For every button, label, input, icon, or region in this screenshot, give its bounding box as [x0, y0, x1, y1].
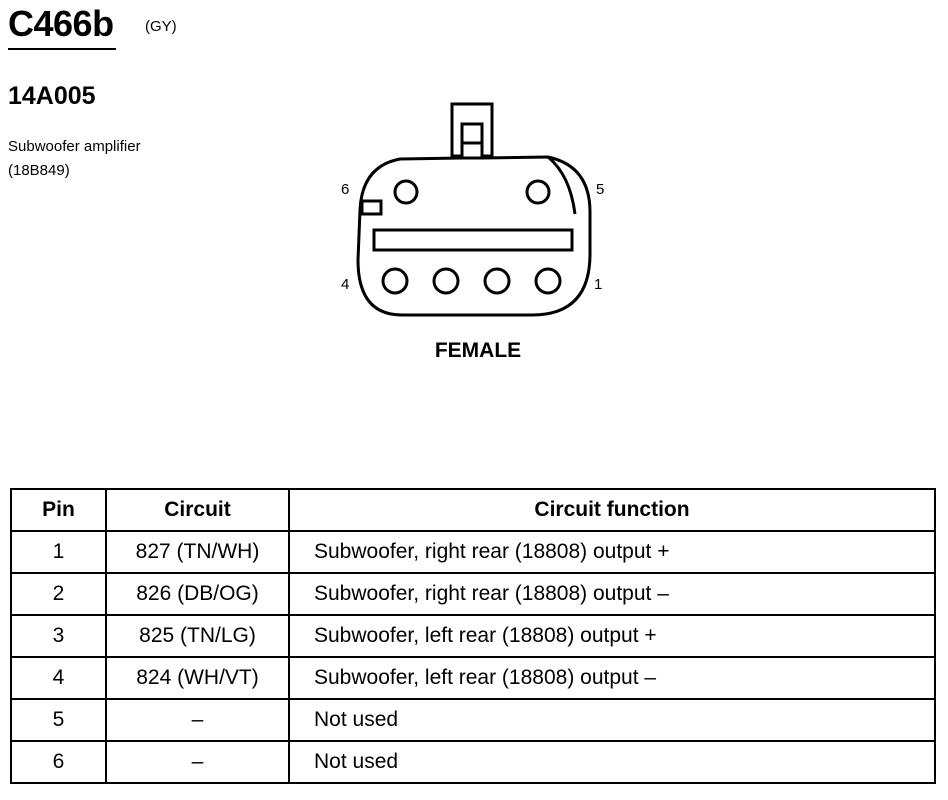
cell-function: Subwoofer, left rear (18808) output –	[289, 657, 935, 699]
table-row	[11, 615, 935, 657]
pinout-table	[10, 488, 936, 784]
cell-circuit: 827 (TN/WH)	[106, 531, 289, 573]
cell-function: Subwoofer, right rear (18808) output –	[289, 573, 935, 615]
cell-circuit: 824 (WH/VT)	[106, 657, 289, 699]
table-header-row	[11, 489, 935, 531]
pin-label-5: 5	[596, 181, 605, 198]
cell-circuit: –	[106, 741, 289, 783]
pin-label-1: 1	[594, 276, 603, 293]
pin-label-4: 4	[341, 276, 350, 293]
cell-function: Subwoofer, right rear (18808) output +	[289, 531, 935, 573]
connector-face-diagram	[330, 100, 620, 320]
cell-pin: 1	[11, 531, 106, 573]
cell-pin: 4	[11, 657, 106, 699]
component-name: Subwoofer amplifier	[8, 138, 141, 155]
cell-pin: 2	[11, 573, 106, 615]
table-row	[11, 531, 935, 573]
table-row	[11, 699, 935, 741]
pin-label-6: 6	[341, 181, 350, 198]
cell-pin: 6	[11, 741, 106, 783]
component-code: (18B849)	[8, 162, 70, 179]
header-circuit: Circuit	[106, 489, 289, 531]
cell-circuit: 826 (DB/OG)	[106, 573, 289, 615]
cell-function: Not used	[289, 741, 935, 783]
table-row	[11, 573, 935, 615]
table-row	[11, 657, 935, 699]
cell-circuit: –	[106, 699, 289, 741]
table-row	[11, 741, 935, 783]
header-pin: Pin	[11, 489, 106, 531]
cell-function: Not used	[289, 699, 935, 741]
header-circuit-function: Circuit function	[289, 489, 935, 531]
connector-id: C466b	[8, 3, 114, 44]
cell-circuit: 825 (TN/LG)	[106, 615, 289, 657]
cell-pin: 5	[11, 699, 106, 741]
part-number: 14A005	[8, 82, 96, 110]
connector-color: (GY)	[145, 18, 177, 35]
connector-gender: FEMALE	[434, 339, 522, 362]
cell-pin: 3	[11, 615, 106, 657]
cell-function: Subwoofer, left rear (18808) output +	[289, 615, 935, 657]
title-underline	[8, 48, 116, 50]
